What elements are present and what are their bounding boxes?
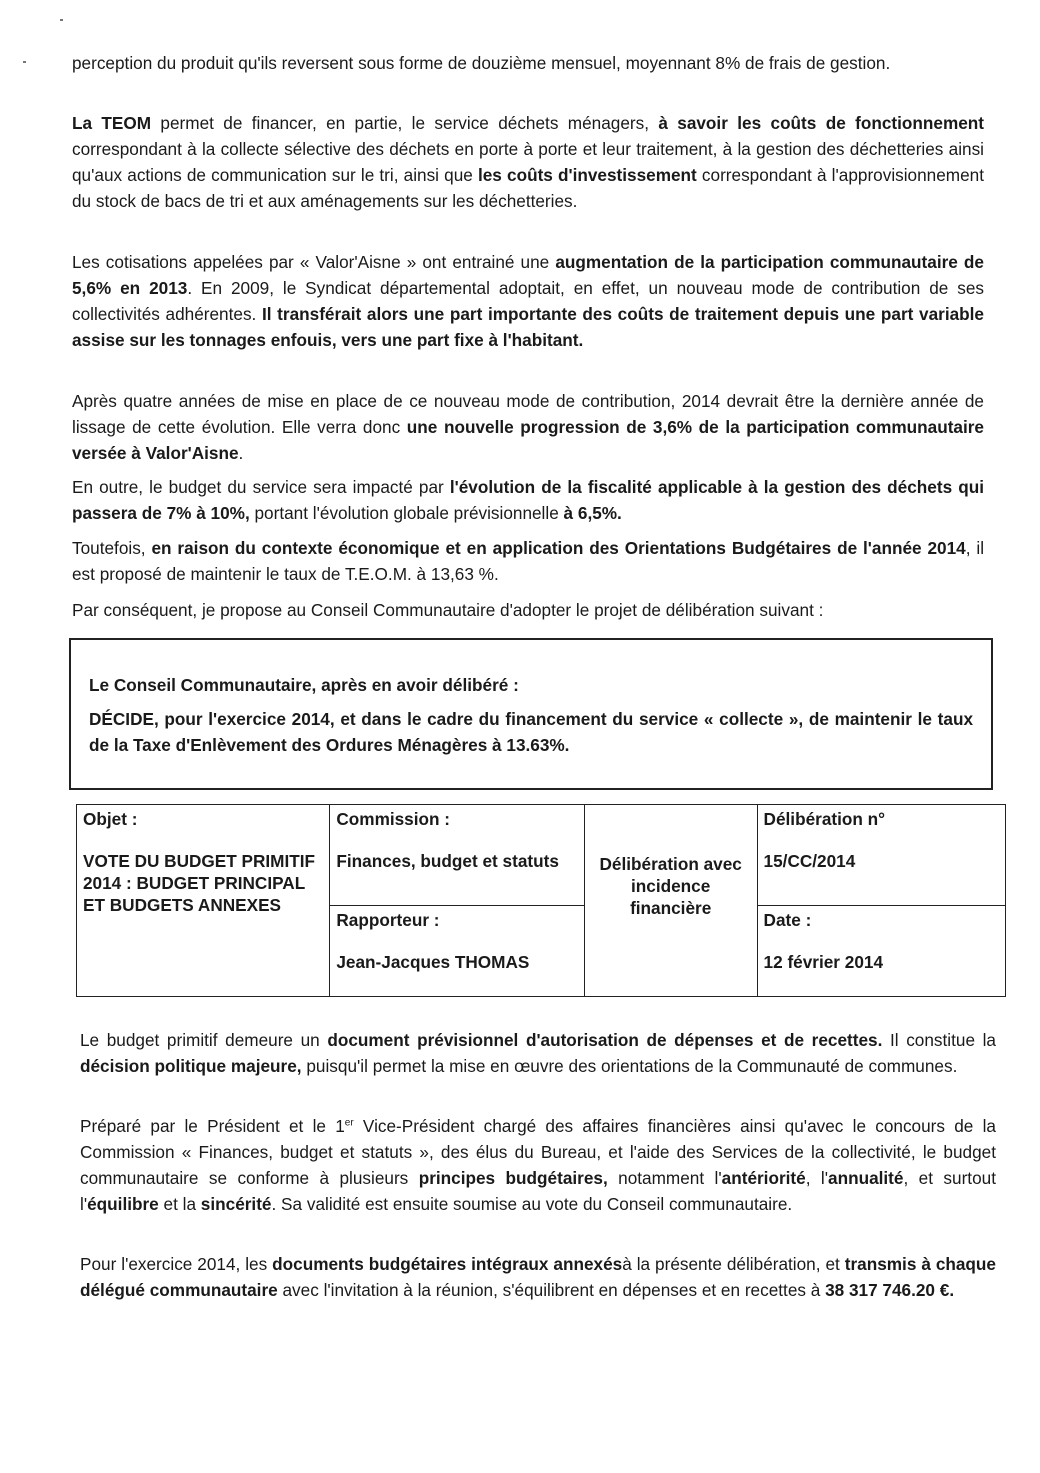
paragraph-budget-primitif [80, 1027, 996, 1079]
bold-text: transmis à chaque délégué communautaire [80, 1254, 996, 1300]
scan-mark [23, 61, 26, 63]
bold-text: en raison du contexte économique et en application des Orientations Budgétaires de l'année 2014 [151, 538, 966, 558]
text: , il est proposé de maintenir le taux de T.E.O.M. à 13,63 %. [72, 538, 985, 584]
text: Toutefois, [72, 538, 152, 558]
deliberation-info-table [76, 804, 1006, 997]
superscript: er [344, 1117, 354, 1129]
paragraph-cotisations [72, 249, 984, 353]
date-cell [757, 906, 1005, 997]
paragraph-contribution [72, 388, 984, 466]
bold-text: 38 317 746.20 €. [825, 1280, 955, 1300]
paragraph-taux [72, 535, 984, 587]
text: portant l'évolution globale prévisionnelle [249, 503, 564, 523]
bold-text: augmentation de la participation communautaire de 5,6% en 2013 [72, 252, 984, 298]
commission-label: Commission : [336, 809, 451, 829]
bold-text: antériorité [721, 1168, 806, 1188]
paragraph-documents [80, 1251, 996, 1303]
text: perception du produit qu'ils reversent sous forme de douzième mensuel, moyennant 8% de frais de gestion. [72, 53, 891, 73]
decision-box [69, 638, 993, 790]
text: correspondant à l'approvisionnement du stock de bacs de tri et aux aménagements sur les déchetteries. [72, 165, 984, 211]
bold-text: les coûts d'investissement [477, 165, 697, 185]
text: Vice-Président chargé des affaires financières ainsi qu'avec le concours de la Commission « Finances, budget et statuts », des élus du Bureau, et l'aide des Services de la collectivité, le budget communautaire se conforme à plusieurs [80, 1116, 996, 1188]
text: Préparé par le Président et le 1 [80, 1116, 345, 1136]
deliberation-label: Délibération n° [763, 809, 886, 829]
text: . Sa validité est ensuite soumise au vote du Conseil communautaire. [271, 1194, 793, 1214]
paragraph-proposition [72, 597, 984, 623]
decision-body: DÉCIDE, pour l'exercice 2014, et dans le cadre du financement du service « collecte », de maintenir le taux de la Taxe d'Enlèvement des Ordures Ménagères à 13.63%. [89, 709, 973, 755]
text: puisqu'il permet la mise en œuvre des orientations de la Communauté de communes. [301, 1056, 958, 1076]
bold-text: sincérité [200, 1194, 272, 1214]
bold-text: document prévisionnel d'autorisation de dépenses et de recettes. [327, 1030, 883, 1050]
bold-text: annualité [828, 1168, 904, 1188]
rapporteur-label: Rapporteur : [336, 910, 440, 930]
text: . [238, 443, 244, 463]
incidence-text: Délibération avec incidence financière [599, 853, 742, 918]
text: correspondant à la collecte sélective des déchets en porte à porte et leur traitement, à la gestion des déchetteries ainsi qu'aux actions de communication sur le tri, ainsi que [72, 139, 984, 185]
text: Après quatre années de mise en place de ce nouveau mode de contribution, 2014 devrait être la dernière année de lissage de cette évolution. Elle verra donc [72, 391, 984, 437]
text: avec l'invitation à la réunion, s'équilibrent en dépenses et en recettes à [277, 1280, 826, 1300]
bold-text: La TEOM [72, 113, 152, 133]
rapporteur-value: Jean-Jacques THOMAS [336, 952, 530, 972]
text: permet de financer, en partie, le service déchets ménagers, [151, 113, 659, 133]
text: notamment l' [607, 1168, 722, 1188]
paragraph-perception [72, 50, 984, 76]
paragraph-teom [72, 110, 984, 214]
bold-text: principes budgétaires, [418, 1168, 608, 1188]
text: Par conséquent, je propose au Conseil Communautaire d'adopter le projet de délibération suivant : [72, 600, 824, 620]
text: . En 2009, le Syndicat départemental adoptait, en effet, un nouveau mode de contribution de ses collectivités adhérentes. [72, 278, 984, 324]
objet-value: VOTE DU BUDGET PRIMITIF 2014 : BUDGET PRINCIPAL ET BUDGETS ANNEXES [83, 851, 316, 915]
decision-lead: Le Conseil Communautaire, après en avoir délibéré : [89, 675, 519, 695]
text: En outre, le budget du service sera impacté par [72, 477, 450, 497]
text: à la présente délibération, et [622, 1254, 845, 1274]
date-label: Date : [763, 910, 812, 930]
deliberation-cell [757, 805, 1005, 906]
bold-text: une nouvelle progression de 3,6% de la participation communautaire versée à Valor'Aisne [72, 417, 984, 463]
commission-value: Finances, budget et statuts [336, 851, 559, 871]
text: , et surtout l' [80, 1168, 996, 1214]
bold-text: Il transférait alors une part importante des coûts de traitement depuis une part variable assise sur les tonnages enfouis, vers une part fixe à l'habitant. [72, 304, 984, 350]
text: Les cotisations appelées par « Valor'Aisne » ont entrainé une [72, 252, 556, 272]
text: Il constitue la [882, 1030, 996, 1050]
incidence-cell [584, 805, 757, 997]
commission-cell [330, 805, 584, 906]
objet-cell [77, 805, 330, 997]
text: et la [158, 1194, 201, 1214]
text: , l' [805, 1168, 829, 1188]
text: Le budget primitif demeure un [80, 1030, 328, 1050]
bold-text: décision politique majeure, [80, 1056, 302, 1076]
objet-label: Objet : [83, 809, 138, 829]
deliberation-number: 15/CC/2014 [763, 851, 856, 871]
paragraph-fiscalite [72, 474, 984, 526]
paragraph-preparation [80, 1113, 996, 1217]
date-value: 12 février 2014 [763, 952, 884, 972]
bold-text: documents budgétaires intégraux annexés [272, 1254, 623, 1274]
bold-text: équilibre [87, 1194, 159, 1214]
text: Pour l'exercice 2014, les [80, 1254, 273, 1274]
bold-text: à 6,5%. [563, 503, 622, 523]
rapporteur-cell [330, 906, 584, 997]
scan-mark [60, 19, 63, 21]
bold-text: l'évolution de la fiscalité applicable à la gestion des déchets qui passera de 7% à 10%, [72, 477, 984, 523]
bold-text: à savoir les coûts de fonctionnement [658, 113, 985, 133]
